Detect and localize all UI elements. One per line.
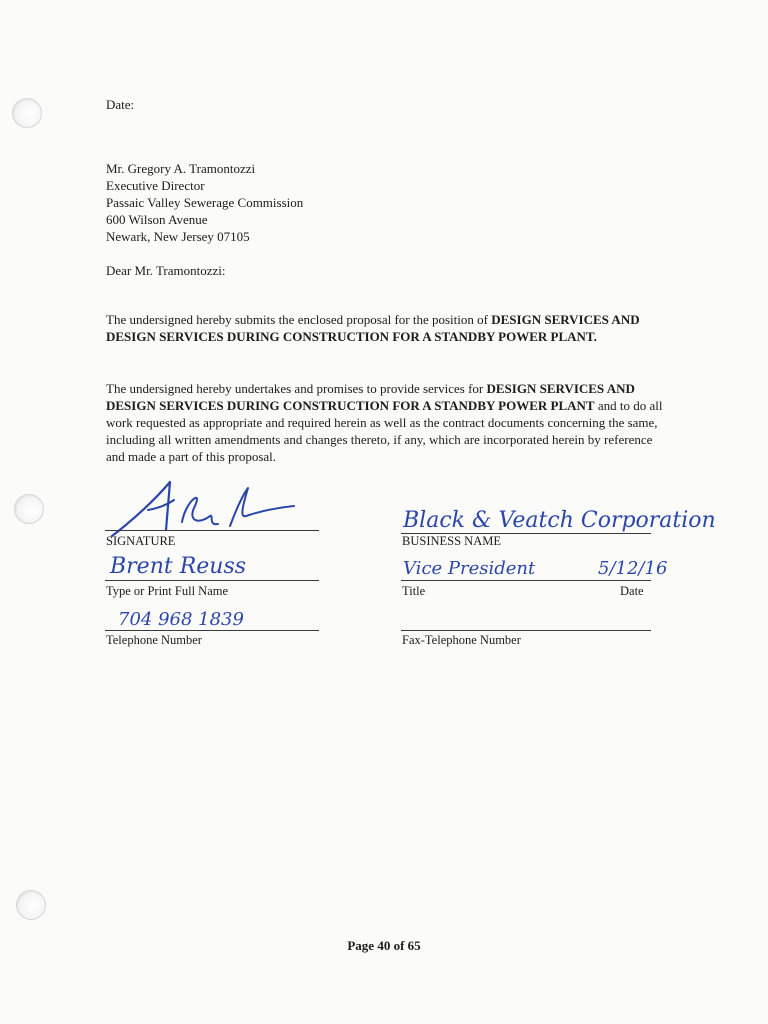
recipient-title: Executive Director bbox=[106, 178, 205, 193]
page-footer bbox=[0, 938, 768, 954]
paragraph2-lead: The undersigned hereby undertakes and promises to provide services for bbox=[106, 381, 487, 396]
date-label: Date: bbox=[106, 97, 135, 112]
signature-line bbox=[105, 530, 319, 531]
title-date-line bbox=[401, 580, 651, 581]
page-total: 65 bbox=[407, 938, 421, 953]
business-name-label: BUSINESS NAME bbox=[402, 534, 501, 548]
print-name-handwritten: Brent Reuss bbox=[110, 554, 247, 579]
fax-label: Fax-Telephone Number bbox=[402, 633, 521, 647]
paragraph1-lead: The undersigned hereby submits the enclosed proposal for the position of bbox=[106, 312, 492, 327]
page-prefix: Page bbox=[347, 938, 378, 953]
proposal-paragraph bbox=[106, 311, 666, 345]
punch-hole-bottom bbox=[16, 890, 46, 920]
paragraph1-bold: DESIGN SERVICES AND DESIGN SERVICES DURING CONSTRUCTION FOR A STANDBY POWER PLANT. bbox=[106, 312, 640, 344]
paragraph2-tail: and to do all work requested as appropriate and required herein as well as the contract documents concerning the same, including all written amendments and changes thereto, if any, which are incorporated herein by reference and made a part of this proposal. bbox=[106, 398, 663, 464]
undertaking-paragraph bbox=[106, 380, 666, 465]
date-label-field: Date bbox=[620, 584, 644, 598]
title-label: Title bbox=[402, 584, 426, 598]
print-name-line bbox=[105, 580, 319, 581]
page-of: of bbox=[390, 938, 408, 953]
salutation: Dear Mr. Tramontozzi: bbox=[106, 263, 226, 278]
print-name-label: Type or Print Full Name bbox=[106, 584, 229, 598]
telephone-label: Telephone Number bbox=[106, 633, 202, 647]
recipient-city: Newark, New Jersey 07105 bbox=[106, 229, 250, 244]
telephone-line bbox=[105, 630, 319, 631]
signature-label: SIGNATURE bbox=[106, 534, 176, 548]
recipient-address bbox=[106, 160, 303, 245]
punch-hole-top bbox=[12, 98, 42, 128]
business-name-handwritten: Black & Veatch Corporation bbox=[403, 508, 716, 533]
recipient-name: Mr. Gregory A. Tramontozzi bbox=[106, 161, 256, 176]
recipient-street: 600 Wilson Avenue bbox=[106, 212, 208, 227]
paragraph2-bold: DESIGN SERVICES AND DESIGN SERVICES DURING CONSTRUCTION FOR A STANDBY POWER PLANT bbox=[106, 381, 635, 413]
fax-line bbox=[401, 630, 651, 631]
telephone-handwritten: 704 968 1839 bbox=[118, 609, 244, 630]
title-handwritten: Vice President bbox=[403, 558, 536, 579]
page-number: 40 bbox=[377, 938, 391, 953]
date-handwritten: 5/12/16 bbox=[598, 558, 668, 579]
punch-hole-middle bbox=[14, 494, 44, 524]
recipient-organization: Passaic Valley Sewerage Commission bbox=[106, 195, 304, 210]
